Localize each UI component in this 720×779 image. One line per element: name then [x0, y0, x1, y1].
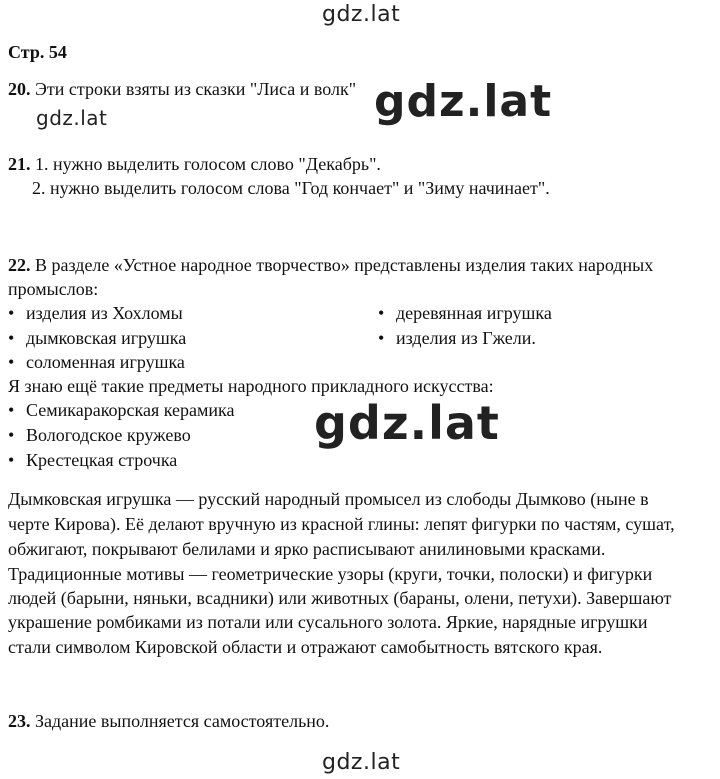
watermark-large-1: gdz.lat [374, 76, 553, 127]
task-23-text: Задание выполняется самостоятельно. [35, 711, 330, 731]
list-item [8, 398, 235, 422]
list-item [8, 326, 186, 350]
task-22-intro-text: В разделе «Устное народное творчество» представлены изделия таких народных [35, 255, 654, 275]
paragraph-line: украшение ромбиками из потали или сусального золота. Яркие, нарядные игрушки [8, 612, 648, 632]
bullet-icon: • [8, 400, 15, 420]
paragraph-line: Традиционные мотивы — геометрические узоры (круги, точки, полоски) и фигурки [8, 564, 653, 584]
list-item-text: изделия из Гжели. [396, 328, 536, 348]
bullet-icon: • [8, 328, 15, 348]
bullet-icon: • [378, 328, 385, 348]
task-22-intro-1 [8, 253, 653, 277]
task-20-number: 20. [8, 79, 31, 99]
watermark-small-1: gdz.lat [36, 106, 108, 130]
list-item [8, 301, 183, 325]
list-item-text: изделия из Хохломы [26, 303, 183, 323]
list-item-text: дымковская игрушка [26, 328, 187, 348]
task-23-number: 23. [8, 711, 31, 731]
watermark-large-2: gdz.lat [314, 396, 500, 450]
task-21-line-1 [8, 152, 381, 176]
bullet-icon: • [8, 450, 15, 470]
task-20-text: Эти строки взяты из сказки "Лиса и волк" [35, 79, 357, 99]
bullet-icon: • [378, 303, 385, 323]
list-item [378, 326, 536, 350]
task-22-intro-2: промыслов: [8, 279, 99, 299]
paragraph-line: стали символом Кировской области и отражают самобытность вятского края. [8, 637, 603, 657]
list-item-text: деревянная игрушка [396, 303, 552, 323]
list-item-text: соломенная игрушка [26, 352, 185, 372]
task-23 [8, 709, 329, 733]
bullet-icon: • [8, 303, 15, 323]
list-item [8, 423, 191, 447]
page-label: Стр. 54 [8, 42, 67, 62]
list-item-text: Семикаракорская керамика [26, 400, 235, 420]
paragraph-line: черте Кирова). Её делают вручную из красной глины: лепят фигурки по частям, сушат, [8, 514, 675, 534]
watermark-bottom: gdz.lat [322, 750, 401, 775]
paragraph-line: людей (барыни, няньки, всадники) или животных (бараны, олени, петухи). Завершают [8, 588, 672, 608]
also-known-heading: Я знаю ещё такие предметы народного прикладного искусства: [8, 376, 494, 396]
paragraph-line: Дымковская игрушка — русский народный промысел из слободы Дымково (ныне в [8, 489, 649, 509]
task-20 [8, 77, 356, 101]
watermark-top: gdz.lat [322, 2, 401, 27]
task-21-item-1: 1. нужно выделить голосом слово "Декабрь". [35, 154, 381, 174]
list-item [378, 301, 552, 325]
list-item-text: Крестецкая строчка [26, 450, 178, 470]
bullet-icon: • [8, 352, 15, 372]
list-item [8, 448, 177, 472]
task-22-number: 22. [8, 255, 31, 275]
task-21-item-2: 2. нужно выделить голосом слова "Год кончает" и "Зиму начинает". [32, 178, 550, 198]
bullet-icon: • [8, 425, 15, 445]
paragraph-line: обжигают, покрывают белилами и ярко расписывают анилиновыми красками. [8, 539, 606, 559]
task-21-number: 21. [8, 154, 31, 174]
list-item-text: Вологодское кружево [26, 425, 191, 445]
list-item [8, 350, 185, 374]
